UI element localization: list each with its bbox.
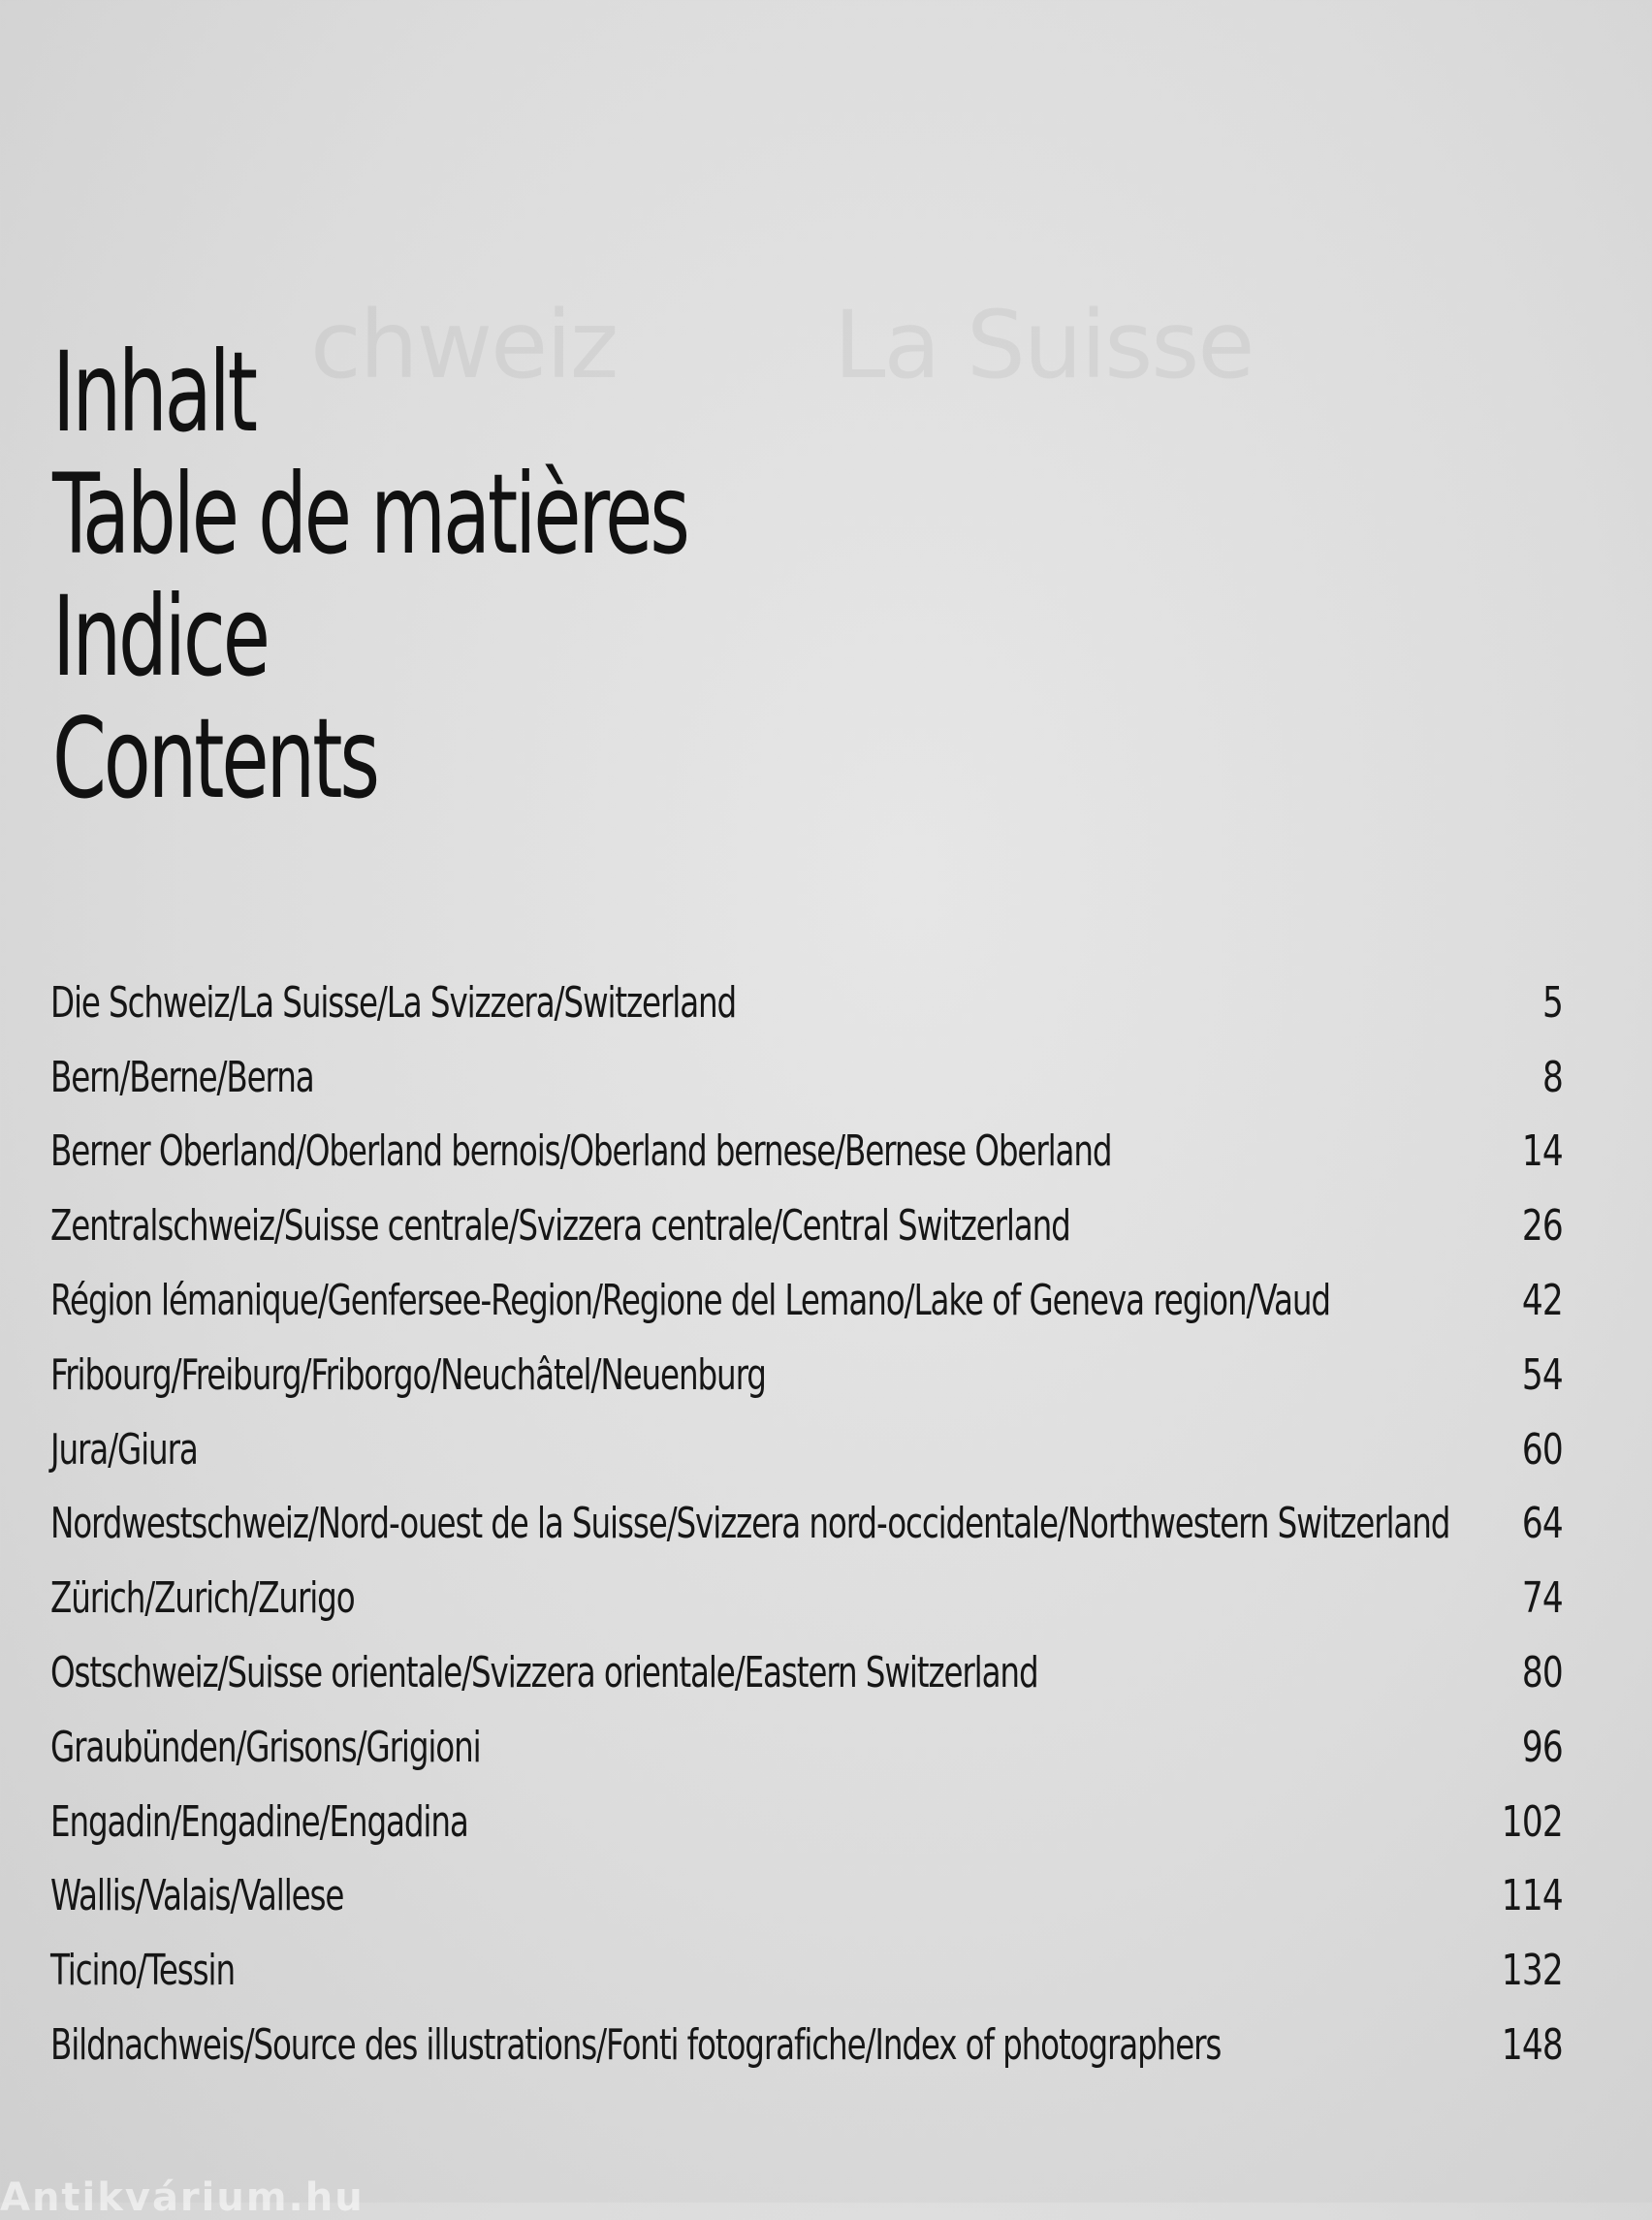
heading-english: Contents — [52, 694, 377, 823]
toc-row — [50, 1859, 1563, 1934]
watermark: Antikvárium.hu — [0, 2175, 365, 2220]
toc-entry-title: Zürich/Zurich/Zurigo — [50, 1573, 355, 1624]
toc-row — [50, 1710, 1563, 1785]
heading-german: Inhalt — [52, 328, 255, 457]
toc-entry-page: 132 — [1501, 1946, 1563, 1996]
toc-entry-page: 80 — [1521, 1648, 1563, 1698]
heading-french: Table de matières — [52, 450, 687, 579]
toc-entry-page: 74 — [1521, 1573, 1563, 1624]
toc-entry-title: Région lémanique/Genfersee-Region/Regione del Lemano/Lake of Geneva region/Vaud — [50, 1276, 1330, 1326]
toc-entry-title: Die Schweiz/La Suisse/La Svizzera/Switzerland — [50, 977, 737, 1028]
bleed-through-text: La Suisse — [834, 291, 1254, 399]
toc-row — [50, 1263, 1563, 1338]
toc-entry-page: 96 — [1521, 1722, 1563, 1772]
toc-entry-title: Wallis/Valais/Vallese — [50, 1871, 344, 1921]
toc-entry-title: Engadin/Engadine/Engadina — [50, 1796, 468, 1847]
toc-entry-page: 54 — [1521, 1349, 1563, 1400]
toc-entry-page: 5 — [1541, 977, 1563, 1028]
toc-row — [50, 1189, 1563, 1263]
toc-entry-title: Jura/Giura — [50, 1424, 198, 1475]
toc-entry-title: Zentralschweiz/Suisse centrale/Svizzera centrale/Central Switzerland — [50, 1201, 1070, 1252]
toc-entry-page: 26 — [1521, 1201, 1563, 1252]
toc-entry-title: Graubünden/Grisons/Grigioni — [50, 1722, 481, 1772]
toc-row — [50, 1412, 1563, 1487]
toc-row — [50, 1115, 1563, 1189]
toc-entry-page: 14 — [1521, 1126, 1563, 1177]
heading-italian: Indice — [52, 572, 268, 701]
toc-row — [50, 1785, 1563, 1859]
toc-row — [50, 1487, 1563, 1562]
toc-entry-page: 8 — [1541, 1052, 1563, 1102]
toc-entry-title: Bern/Berne/Berna — [50, 1052, 314, 1102]
table-of-contents — [50, 966, 1563, 2082]
toc-entry-page: 102 — [1501, 1796, 1563, 1847]
toc-row — [50, 1933, 1563, 2008]
toc-row — [50, 1561, 1563, 1635]
toc-entry-page: 114 — [1501, 1871, 1563, 1921]
toc-row — [50, 2008, 1563, 2082]
contents-heading-block — [52, 328, 867, 823]
toc-row — [50, 1635, 1563, 1710]
toc-entry-title: Ostschweiz/Suisse orientale/Svizzera orientale/Eastern Switzerland — [50, 1648, 1038, 1698]
bleed-through-text: chweiz — [310, 291, 618, 399]
toc-entry-page: 148 — [1501, 2020, 1563, 2071]
toc-entry-title: Ticino/Tessin — [50, 1946, 235, 1996]
toc-entry-page: 42 — [1521, 1276, 1563, 1326]
toc-entry-page: 60 — [1521, 1424, 1563, 1475]
toc-row — [50, 1338, 1563, 1412]
toc-row — [50, 966, 1563, 1040]
toc-entry-title: Fribourg/Freiburg/Friborgo/Neuchâtel/Neuenburg — [50, 1349, 766, 1400]
toc-row — [50, 1040, 1563, 1115]
toc-entry-title: Bildnachweis/Source des illustrations/Fonti fotografiche/Index of photographers — [50, 2020, 1222, 2071]
toc-entry-title: Berner Oberland/Oberland bernois/Oberland bernese/Bernese Oberland — [50, 1126, 1112, 1177]
toc-entry-title: Nordwestschweiz/Nord-ouest de la Suisse/Svizzera nord-occidentale/Northwestern Switzerland — [50, 1499, 1450, 1549]
toc-entry-page: 64 — [1521, 1499, 1563, 1549]
